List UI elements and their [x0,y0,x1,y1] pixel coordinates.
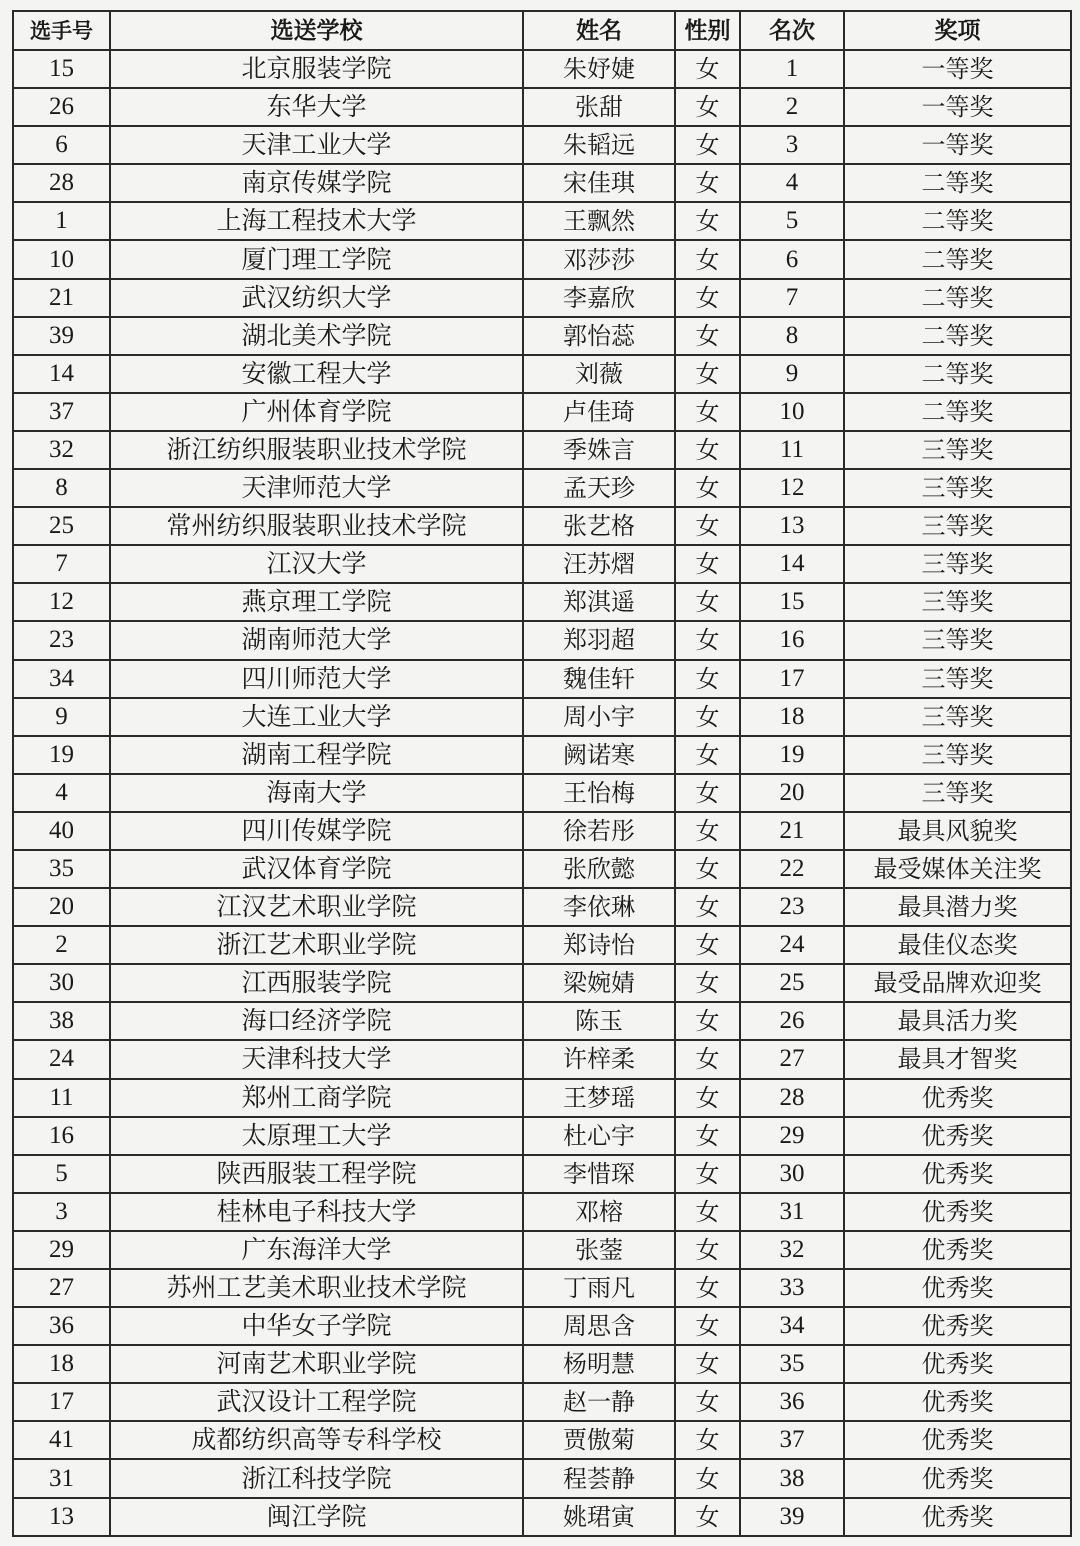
name-cell: 魏佳轩 [523,660,675,698]
gender-cell: 女 [675,1002,740,1040]
award-cell: 最具风貌奖 [844,812,1071,850]
rank-cell: 24 [740,926,844,964]
gender-cell: 女 [675,431,740,469]
school-cell: 东华大学 [110,88,523,126]
name-cell: 姚珺寅 [523,1498,675,1536]
school-cell: 浙江科技学院 [110,1459,523,1497]
award-cell: 优秀奖 [844,1345,1071,1383]
rank-cell: 7 [740,279,844,317]
award-cell: 优秀奖 [844,1307,1071,1345]
rank-cell: 19 [740,736,844,774]
rank-cell: 27 [740,1040,844,1078]
table-row [13,355,1071,393]
gender-cell: 女 [675,126,740,164]
school-cell: 海口经济学院 [110,1002,523,1040]
award-cell: 二等奖 [844,355,1071,393]
name-cell: 周小宇 [523,698,675,736]
gender-cell: 女 [675,926,740,964]
contestant-no-cell: 35 [13,850,110,888]
rank-cell: 2 [740,88,844,126]
award-cell: 最佳仪态奖 [844,926,1071,964]
award-cell: 二等奖 [844,317,1071,355]
award-cell: 最具活力奖 [844,1002,1071,1040]
gender-cell: 女 [675,1307,740,1345]
rank-cell: 17 [740,660,844,698]
award-cell: 二等奖 [844,240,1071,278]
school-cell: 四川传媒学院 [110,812,523,850]
contestant-no-cell: 30 [13,964,110,1002]
contestant-no-cell: 37 [13,393,110,431]
header-award: 奖项 [844,11,1071,50]
gender-cell: 女 [675,317,740,355]
table-row [13,964,1071,1002]
name-cell: 王梦瑶 [523,1079,675,1117]
contestant-no-cell: 20 [13,888,110,926]
award-cell: 三等奖 [844,736,1071,774]
name-cell: 陈玉 [523,1002,675,1040]
rank-cell: 13 [740,507,844,545]
award-cell: 三等奖 [844,698,1071,736]
name-cell: 王飘然 [523,202,675,240]
school-cell: 桂林电子科技大学 [110,1193,523,1231]
gender-cell: 女 [675,1193,740,1231]
name-cell: 刘薇 [523,355,675,393]
table-row [13,431,1071,469]
rank-cell: 10 [740,393,844,431]
table-row [13,1421,1071,1459]
results-table [12,10,1072,1537]
contestant-no-cell: 13 [13,1498,110,1536]
gender-cell: 女 [675,1498,740,1536]
award-cell: 三等奖 [844,621,1071,659]
school-cell: 天津师范大学 [110,469,523,507]
header-name: 姓名 [523,11,675,50]
award-cell: 三等奖 [844,545,1071,583]
table-row [13,126,1071,164]
award-cell: 二等奖 [844,164,1071,202]
name-cell: 张艺格 [523,507,675,545]
award-cell: 一等奖 [844,88,1071,126]
name-cell: 郑羽超 [523,621,675,659]
contestant-no-cell: 6 [13,126,110,164]
name-cell: 李依琳 [523,888,675,926]
name-cell: 许梓柔 [523,1040,675,1078]
name-cell: 季姝言 [523,431,675,469]
award-cell: 一等奖 [844,126,1071,164]
school-cell: 太原理工大学 [110,1117,523,1155]
rank-cell: 25 [740,964,844,1002]
table-row [13,507,1071,545]
name-cell: 宋佳琪 [523,164,675,202]
table-row [13,202,1071,240]
name-cell: 贾傲菊 [523,1421,675,1459]
gender-cell: 女 [675,621,740,659]
rank-cell: 15 [740,583,844,621]
award-cell: 优秀奖 [844,1383,1071,1421]
table-row [13,888,1071,926]
table-row [13,1345,1071,1383]
table-row [13,317,1071,355]
gender-cell: 女 [675,660,740,698]
gender-cell: 女 [675,50,740,88]
school-cell: 广州体育学院 [110,393,523,431]
rank-cell: 33 [740,1269,844,1307]
rank-cell: 26 [740,1002,844,1040]
school-cell: 常州纺织服装职业技术学院 [110,507,523,545]
gender-cell: 女 [675,1079,740,1117]
award-cell: 三等奖 [844,660,1071,698]
gender-cell: 女 [675,355,740,393]
gender-cell: 女 [675,1421,740,1459]
name-cell: 邓榕 [523,1193,675,1231]
school-cell: 海南大学 [110,774,523,812]
contestant-no-cell: 23 [13,621,110,659]
award-cell: 优秀奖 [844,1269,1071,1307]
award-cell: 最受媒体关注奖 [844,850,1071,888]
name-cell: 郭怡蕊 [523,317,675,355]
contestant-no-cell: 1 [13,202,110,240]
results-sheet [12,10,1070,1537]
rank-cell: 32 [740,1231,844,1269]
award-cell: 优秀奖 [844,1079,1071,1117]
name-cell: 丁雨凡 [523,1269,675,1307]
table-row [13,1193,1071,1231]
gender-cell: 女 [675,469,740,507]
name-cell: 朱妤婕 [523,50,675,88]
table-row [13,1307,1071,1345]
award-cell: 最具潜力奖 [844,888,1071,926]
school-cell: 江汉艺术职业学院 [110,888,523,926]
contestant-no-cell: 24 [13,1040,110,1078]
school-cell: 江汉大学 [110,545,523,583]
gender-cell: 女 [675,1155,740,1193]
school-cell: 武汉体育学院 [110,850,523,888]
school-cell: 武汉设计工程学院 [110,1383,523,1421]
name-cell: 杜心宇 [523,1117,675,1155]
name-cell: 张甜 [523,88,675,126]
gender-cell: 女 [675,812,740,850]
award-cell: 优秀奖 [844,1155,1071,1193]
name-cell: 梁婉婧 [523,964,675,1002]
name-cell: 阙诺寒 [523,736,675,774]
contestant-no-cell: 31 [13,1459,110,1497]
award-cell: 三等奖 [844,431,1071,469]
school-cell: 中华女子学院 [110,1307,523,1345]
school-cell: 湖南工程学院 [110,736,523,774]
gender-cell: 女 [675,774,740,812]
table-row [13,240,1071,278]
contestant-no-cell: 18 [13,1345,110,1383]
gender-cell: 女 [675,393,740,431]
contestant-no-cell: 28 [13,164,110,202]
table-row [13,279,1071,317]
header-row [13,11,1071,50]
name-cell: 张欣懿 [523,850,675,888]
name-cell: 邓莎莎 [523,240,675,278]
table-row [13,1155,1071,1193]
award-cell: 优秀奖 [844,1231,1071,1269]
contestant-no-cell: 4 [13,774,110,812]
rank-cell: 22 [740,850,844,888]
name-cell: 周思含 [523,1307,675,1345]
school-cell: 安徽工程大学 [110,355,523,393]
name-cell: 汪苏熠 [523,545,675,583]
name-cell: 卢佳琦 [523,393,675,431]
school-cell: 广东海洋大学 [110,1231,523,1269]
contestant-no-cell: 26 [13,88,110,126]
award-cell: 二等奖 [844,279,1071,317]
contestant-no-cell: 16 [13,1117,110,1155]
rank-cell: 23 [740,888,844,926]
table-row [13,164,1071,202]
school-cell: 天津工业大学 [110,126,523,164]
name-cell: 郑淇遥 [523,583,675,621]
contestant-no-cell: 12 [13,583,110,621]
table-row [13,583,1071,621]
name-cell: 李惜琛 [523,1155,675,1193]
contestant-no-cell: 36 [13,1307,110,1345]
contestant-no-cell: 17 [13,1383,110,1421]
gender-cell: 女 [675,1231,740,1269]
contestant-no-cell: 9 [13,698,110,736]
name-cell: 王怡梅 [523,774,675,812]
header-gender: 性别 [675,11,740,50]
contestant-no-cell: 27 [13,1269,110,1307]
contestant-no-cell: 34 [13,660,110,698]
contestant-no-cell: 41 [13,1421,110,1459]
rank-cell: 38 [740,1459,844,1497]
school-cell: 南京传媒学院 [110,164,523,202]
gender-cell: 女 [675,88,740,126]
table-row [13,621,1071,659]
rank-cell: 29 [740,1117,844,1155]
rank-cell: 20 [740,774,844,812]
table-row [13,1269,1071,1307]
award-cell: 优秀奖 [844,1498,1071,1536]
name-cell: 郑诗怡 [523,926,675,964]
name-cell: 张蓥 [523,1231,675,1269]
school-cell: 陕西服装工程学院 [110,1155,523,1193]
award-cell: 二等奖 [844,393,1071,431]
rank-cell: 11 [740,431,844,469]
table-row [13,1079,1071,1117]
contestant-no-cell: 3 [13,1193,110,1231]
rank-cell: 1 [740,50,844,88]
contestant-no-cell: 14 [13,355,110,393]
table-row [13,774,1071,812]
school-cell: 湖南师范大学 [110,621,523,659]
school-cell: 燕京理工学院 [110,583,523,621]
table-row [13,1117,1071,1155]
table-row [13,1231,1071,1269]
contestant-no-cell: 19 [13,736,110,774]
name-cell: 李嘉欣 [523,279,675,317]
rank-cell: 12 [740,469,844,507]
rank-cell: 39 [740,1498,844,1536]
gender-cell: 女 [675,545,740,583]
contestant-no-cell: 7 [13,545,110,583]
rank-cell: 28 [740,1079,844,1117]
contestant-no-cell: 32 [13,431,110,469]
award-cell: 三等奖 [844,774,1071,812]
rank-cell: 3 [740,126,844,164]
rank-cell: 30 [740,1155,844,1193]
gender-cell: 女 [675,1383,740,1421]
school-cell: 天津科技大学 [110,1040,523,1078]
gender-cell: 女 [675,202,740,240]
rank-cell: 5 [740,202,844,240]
school-cell: 厦门理工学院 [110,240,523,278]
table-row [13,1002,1071,1040]
school-cell: 郑州工商学院 [110,1079,523,1117]
award-cell: 优秀奖 [844,1117,1071,1155]
award-cell: 优秀奖 [844,1459,1071,1497]
contestant-no-cell: 38 [13,1002,110,1040]
contestant-no-cell: 15 [13,50,110,88]
award-cell: 优秀奖 [844,1421,1071,1459]
school-cell: 浙江纺织服装职业技术学院 [110,431,523,469]
gender-cell: 女 [675,279,740,317]
gender-cell: 女 [675,583,740,621]
contestant-no-cell: 11 [13,1079,110,1117]
contestant-no-cell: 40 [13,812,110,850]
contestant-no-cell: 21 [13,279,110,317]
table-row [13,1040,1071,1078]
header-contestant-no: 选手号 [13,11,110,50]
contestant-no-cell: 39 [13,317,110,355]
name-cell: 杨明慧 [523,1345,675,1383]
gender-cell: 女 [675,1459,740,1497]
contestant-no-cell: 8 [13,469,110,507]
contestant-no-cell: 29 [13,1231,110,1269]
school-cell: 河南艺术职业学院 [110,1345,523,1383]
rank-cell: 6 [740,240,844,278]
header-rank: 名次 [740,11,844,50]
school-cell: 武汉纺织大学 [110,279,523,317]
name-cell: 赵一静 [523,1383,675,1421]
gender-cell: 女 [675,1040,740,1078]
table-row [13,926,1071,964]
gender-cell: 女 [675,164,740,202]
name-cell: 朱韬远 [523,126,675,164]
gender-cell: 女 [675,1269,740,1307]
rank-cell: 31 [740,1193,844,1231]
rank-cell: 34 [740,1307,844,1345]
rank-cell: 14 [740,545,844,583]
school-cell: 上海工程技术大学 [110,202,523,240]
rank-cell: 36 [740,1383,844,1421]
table-row [13,736,1071,774]
school-cell: 苏州工艺美术职业技术学院 [110,1269,523,1307]
rank-cell: 21 [740,812,844,850]
contestant-no-cell: 5 [13,1155,110,1193]
table-row [13,660,1071,698]
school-cell: 浙江艺术职业学院 [110,926,523,964]
school-cell: 成都纺织高等专科学校 [110,1421,523,1459]
table-row [13,1383,1071,1421]
header-school: 选送学校 [110,11,523,50]
school-cell: 四川师范大学 [110,660,523,698]
award-cell: 优秀奖 [844,1193,1071,1231]
table-row [13,698,1071,736]
award-cell: 一等奖 [844,50,1071,88]
name-cell: 孟天珍 [523,469,675,507]
gender-cell: 女 [675,888,740,926]
name-cell: 程荟静 [523,1459,675,1497]
table-body [13,50,1071,1536]
table-row [13,88,1071,126]
table-row [13,469,1071,507]
contestant-no-cell: 2 [13,926,110,964]
rank-cell: 18 [740,698,844,736]
table-row [13,812,1071,850]
school-cell: 闽江学院 [110,1498,523,1536]
gender-cell: 女 [675,698,740,736]
name-cell: 徐若彤 [523,812,675,850]
rank-cell: 8 [740,317,844,355]
rank-cell: 35 [740,1345,844,1383]
gender-cell: 女 [675,736,740,774]
gender-cell: 女 [675,964,740,1002]
contestant-no-cell: 10 [13,240,110,278]
gender-cell: 女 [675,850,740,888]
award-cell: 二等奖 [844,202,1071,240]
contestant-no-cell: 25 [13,507,110,545]
award-cell: 最受品牌欢迎奖 [844,964,1071,1002]
award-cell: 三等奖 [844,583,1071,621]
award-cell: 最具才智奖 [844,1040,1071,1078]
school-cell: 湖北美术学院 [110,317,523,355]
table-row [13,545,1071,583]
table-row [13,850,1071,888]
rank-cell: 16 [740,621,844,659]
table-row [13,393,1071,431]
rank-cell: 9 [740,355,844,393]
table-row [13,1459,1071,1497]
school-cell: 江西服装学院 [110,964,523,1002]
gender-cell: 女 [675,240,740,278]
award-cell: 三等奖 [844,469,1071,507]
award-cell: 三等奖 [844,507,1071,545]
rank-cell: 37 [740,1421,844,1459]
gender-cell: 女 [675,1117,740,1155]
table-row [13,1498,1071,1536]
school-cell: 大连工业大学 [110,698,523,736]
school-cell: 北京服装学院 [110,50,523,88]
rank-cell: 4 [740,164,844,202]
gender-cell: 女 [675,1345,740,1383]
gender-cell: 女 [675,507,740,545]
table-row [13,50,1071,88]
